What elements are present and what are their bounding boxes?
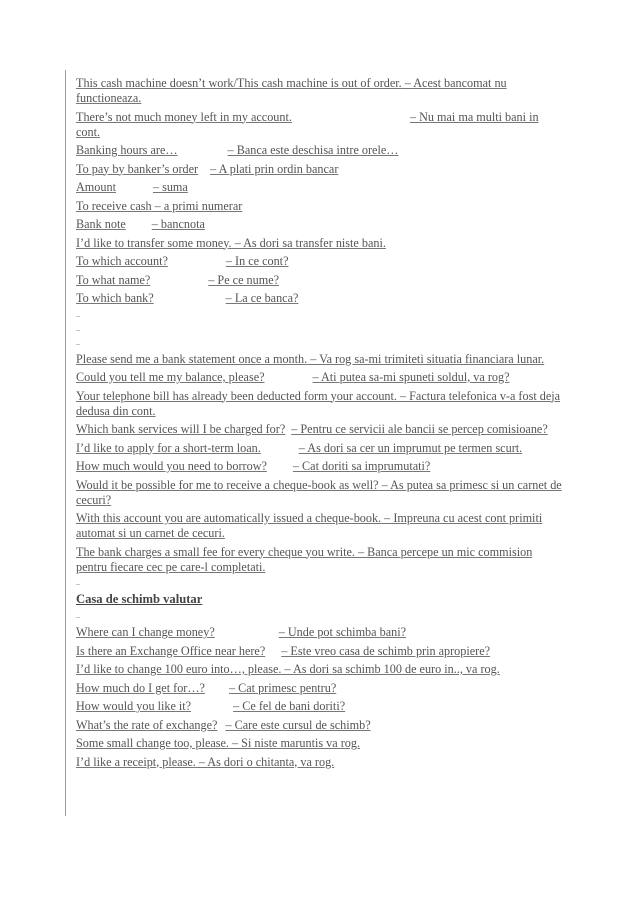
phrase-line: This cash machine doesn’t work/This cash machine is out of order. – Acest bancomat nu functioneaza. (76, 76, 507, 105)
phrase-line: Please send me a bank statement once a month. – Va rog sa-mi trimiteti situatia financiara lunar. (76, 351, 545, 366)
phrase-line: How much do I get for…? – Cat primesc pentru? (76, 680, 337, 695)
margin-bar (65, 70, 66, 816)
phrase-line: To pay by banker’s order – A plati prin ordin bancar (76, 161, 339, 176)
phrase-line: Bank note – bancnota (76, 217, 205, 231)
phrase-line: How would you like it? – Ce fel de bani doriti? (76, 699, 346, 713)
phrase-line: To what name? – Pe ce nume? (76, 272, 280, 287)
phrase-line: The bank charges a small fee for every cheque you write. – Banca percepe un mic commision pentru fiecare cec pe care-l completati. (76, 544, 533, 574)
empty-bullet: ‒ (76, 579, 80, 588)
phrase-line: Banking hours are… – Banca este deschisa intre orele… (76, 143, 399, 157)
phrase-line: I’d like to transfer some money. – As dori sa transfer niste bani. (76, 235, 386, 250)
empty-bullet: ‒ (76, 324, 80, 334)
phrase-line: With this account you are automatically issued a cheque-book. – Impreuna cu acest cont primiti automat si un carnet de cecuri. (76, 511, 543, 540)
phrase-line: I’d like a receipt, please. – As dori o chitanta, va rog. (76, 754, 335, 769)
phrase-line: Is there an Exchange Office near here? – Este vreo casa de schimb prin apropiere? (76, 643, 491, 658)
empty-bullet: ‒ (76, 612, 80, 621)
phrase-line: I’d like to change 100 euro into…, please. – As dori sa schimb 100 de euro in.., va rog. (76, 662, 500, 676)
phrase-line: Which bank services will I be charged for? – Pentru ce servicii ale bancii se percep comisioane? (76, 422, 548, 436)
empty-bullet: ‒ (76, 338, 80, 348)
phrase-line: To which bank? – La ce banca? (76, 291, 299, 305)
section-heading: Casa de schimb valutar (76, 592, 203, 606)
phrase-line: Some small change too, please. – Si niste maruntis va rog. (76, 736, 360, 750)
phrase-line: There’s not much money left in my account. – Nu mai ma multi bani in cont. (76, 109, 539, 139)
phrase-line: How much would you need to borrow? – Cat doriti sa imprumutati? (76, 459, 431, 473)
phrase-line: What’s the rate of exchange? – Care este cursul de schimb? (76, 717, 371, 732)
empty-bullet: ‒ (76, 310, 80, 320)
phrase-line: Could you tell me my balance, please? – Ati putea sa-mi spuneti soldul, va rog? (76, 370, 510, 384)
phrase-line: Where can I change money? – Unde pot schimba bani? (76, 625, 406, 639)
phrase-line: I’d like to apply for a short-term loan. – As dori sa cer un imprumut pe termen scurt. (76, 440, 523, 455)
document-content (76, 76, 564, 773)
phrase-line: Your telephone bill has already been deducted form your account. – Factura telefonica v-a fost deja dedusa din cont. (76, 388, 561, 418)
phrase-line: To receive cash – a primi numerar (76, 198, 243, 213)
phrase-line: To which account? – In ce cont? (76, 254, 289, 268)
phrase-line: Amount – suma (76, 180, 188, 194)
phrase-line: Would it be possible for me to receive a cheque-book as well? – As putea sa primesc si un carnet de cecuri? (76, 477, 562, 507)
